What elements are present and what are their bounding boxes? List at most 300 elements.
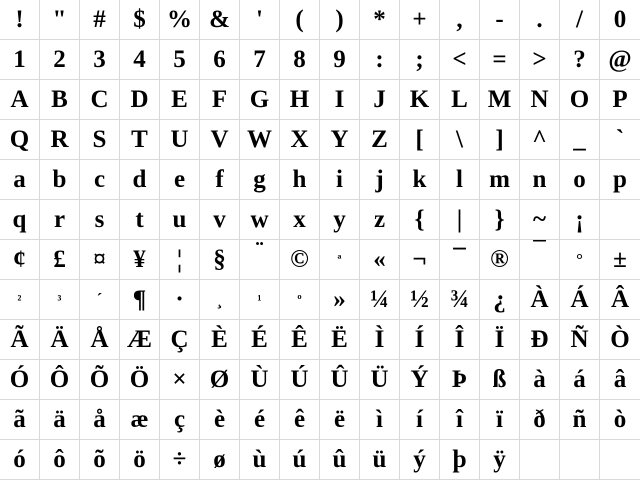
glyph-cell[interactable]: [360, 40, 400, 80]
glyph-cell[interactable]: [400, 360, 440, 400]
glyph-character: 2: [53, 46, 66, 73]
glyph-cell[interactable]: [280, 200, 320, 240]
glyph-cell[interactable]: [440, 200, 480, 240]
glyph-cell[interactable]: [400, 200, 440, 240]
glyph-character: Æ: [127, 326, 152, 353]
glyph-cell[interactable]: [320, 200, 360, 240]
glyph-character: ê: [293, 406, 306, 433]
glyph-cell[interactable]: [40, 280, 80, 320]
glyph-character: d: [132, 166, 147, 193]
glyph-character: å: [93, 406, 106, 433]
glyph-cell[interactable]: [160, 40, 200, 80]
glyph-cell[interactable]: [440, 240, 480, 280]
glyph-character: x: [293, 206, 306, 233]
glyph-character: Q: [9, 126, 30, 153]
glyph-cell[interactable]: [80, 0, 120, 40]
glyph-character: Y: [330, 126, 349, 153]
glyph-character: Ý: [410, 366, 429, 393]
glyph-cell[interactable]: [80, 120, 120, 160]
glyph-cell[interactable]: [600, 360, 640, 400]
glyph-character: X: [290, 126, 309, 153]
glyph-cell[interactable]: [0, 440, 40, 480]
glyph-character: ò: [613, 406, 627, 433]
glyph-cell[interactable]: [560, 320, 600, 360]
glyph-character: K: [409, 86, 430, 113]
glyph-cell[interactable]: [320, 440, 360, 480]
glyph-cell[interactable]: [0, 280, 40, 320]
glyph-character: Î: [454, 326, 465, 353]
glyph-cell[interactable]: [360, 280, 400, 320]
glyph-cell[interactable]: [520, 120, 560, 160]
glyph-cell[interactable]: [200, 40, 240, 80]
glyph-character: Í: [414, 326, 425, 353]
glyph-cell[interactable]: [560, 240, 600, 280]
glyph-cell[interactable]: [200, 400, 240, 440]
glyph-cell[interactable]: [520, 440, 560, 480]
glyph-cell[interactable]: [560, 200, 600, 240]
glyph-cell[interactable]: [360, 160, 400, 200]
glyph-cell[interactable]: [80, 360, 120, 400]
glyph-cell[interactable]: [560, 400, 600, 440]
glyph-cell[interactable]: [600, 160, 640, 200]
glyph-cell[interactable]: [160, 200, 200, 240]
glyph-cell[interactable]: [520, 80, 560, 120]
glyph-character: 9: [333, 46, 346, 73]
glyph-cell[interactable]: [320, 320, 360, 360]
glyph-character: ©: [290, 246, 309, 273]
glyph-cell[interactable]: [400, 80, 440, 120]
glyph-character: ñ: [572, 406, 587, 433]
glyph-character: ¥: [133, 246, 146, 273]
glyph-cell[interactable]: [120, 160, 160, 200]
glyph-character: Å: [90, 326, 109, 353]
glyph-character: ª: [337, 252, 342, 267]
glyph-cell[interactable]: [320, 40, 360, 80]
glyph-cell[interactable]: [360, 200, 400, 240]
glyph-cell[interactable]: [440, 0, 480, 40]
glyph-cell[interactable]: [480, 440, 520, 480]
glyph-cell[interactable]: [560, 0, 600, 40]
glyph-character: V: [210, 126, 229, 153]
glyph-character: ²: [17, 292, 22, 307]
glyph-character: 8: [293, 46, 306, 73]
glyph-character: ø: [213, 446, 226, 473]
glyph-character: y: [333, 206, 346, 233]
glyph-cell[interactable]: [40, 0, 80, 40]
glyph-cell[interactable]: [200, 160, 240, 200]
glyph-cell[interactable]: [120, 120, 160, 160]
glyph-character: B: [51, 86, 68, 113]
glyph-character: ´: [96, 290, 103, 309]
glyph-cell[interactable]: [40, 240, 80, 280]
glyph-character: C: [90, 86, 109, 113]
glyph-character: Ê: [291, 326, 308, 353]
glyph-character: ;: [415, 46, 424, 73]
glyph-cell[interactable]: [40, 40, 80, 80]
glyph-character: @: [608, 46, 632, 73]
glyph-cell[interactable]: [560, 440, 600, 480]
glyph-cell[interactable]: [600, 40, 640, 80]
glyph-character: î: [456, 406, 463, 433]
glyph-character: +: [412, 6, 427, 33]
glyph-cell[interactable]: [0, 120, 40, 160]
glyph-character: j: [375, 166, 384, 193]
glyph-character: $: [133, 6, 146, 33]
glyph-character: ¢: [13, 246, 26, 273]
glyph-character: w: [250, 206, 269, 233]
glyph-character: I: [334, 86, 345, 113]
glyph-cell[interactable]: [400, 40, 440, 80]
glyph-character: i: [336, 166, 343, 193]
glyph-cell[interactable]: [240, 160, 280, 200]
glyph-cell[interactable]: [400, 0, 440, 40]
glyph-cell[interactable]: [600, 240, 640, 280]
glyph-cell[interactable]: [280, 40, 320, 80]
glyph-cell[interactable]: [120, 280, 160, 320]
glyph-cell[interactable]: [520, 200, 560, 240]
glyph-character: ß: [492, 366, 507, 393]
glyph-cell[interactable]: [200, 80, 240, 120]
glyph-cell[interactable]: [360, 400, 400, 440]
glyph-cell[interactable]: [40, 320, 80, 360]
glyph-character: à: [533, 366, 546, 393]
glyph-cell[interactable]: [40, 120, 80, 160]
glyph-cell[interactable]: [360, 440, 400, 480]
glyph-character: 6: [213, 46, 226, 73]
glyph-character: {: [414, 206, 425, 233]
glyph-cell[interactable]: [0, 0, 40, 40]
glyph-cell[interactable]: [560, 160, 600, 200]
glyph-cell[interactable]: [600, 80, 640, 120]
glyph-cell[interactable]: [280, 400, 320, 440]
glyph-character: e: [173, 166, 186, 193]
glyph-cell[interactable]: [80, 160, 120, 200]
glyph-cell[interactable]: [400, 280, 440, 320]
glyph-character: ú: [292, 446, 307, 473]
glyph-character: <: [452, 46, 467, 73]
glyph-cell[interactable]: [200, 200, 240, 240]
glyph-cell[interactable]: [480, 400, 520, 440]
glyph-character: º: [297, 292, 302, 307]
glyph-character: E: [171, 86, 188, 113]
glyph-character: g: [253, 166, 266, 193]
glyph-cell[interactable]: [480, 40, 520, 80]
glyph-cell[interactable]: [360, 120, 400, 160]
glyph-character: Ñ: [570, 326, 589, 353]
glyph-cell[interactable]: [240, 440, 280, 480]
glyph-character: ^: [532, 126, 547, 153]
glyph-character: ï: [496, 406, 503, 433]
glyph-character: Ü: [370, 366, 389, 393]
glyph-cell[interactable]: [200, 120, 240, 160]
glyph-cell[interactable]: [560, 120, 600, 160]
glyph-character: æ: [130, 406, 149, 433]
glyph-character: A: [10, 86, 29, 113]
glyph-cell[interactable]: [400, 160, 440, 200]
glyph-cell[interactable]: [440, 320, 480, 360]
glyph-cell[interactable]: [480, 120, 520, 160]
glyph-cell[interactable]: [160, 80, 200, 120]
glyph-character: r: [53, 206, 66, 233]
glyph-character: ý: [413, 446, 426, 473]
glyph-cell[interactable]: [320, 160, 360, 200]
glyph-cell[interactable]: [240, 200, 280, 240]
glyph-cell[interactable]: [0, 240, 40, 280]
glyph-cell[interactable]: [600, 440, 640, 480]
glyph-cell[interactable]: [120, 240, 160, 280]
glyph-cell[interactable]: [480, 280, 520, 320]
glyph-cell[interactable]: [0, 400, 40, 440]
glyph-character: U: [170, 126, 189, 153]
glyph-cell[interactable]: [120, 400, 160, 440]
glyph-character: ó: [13, 446, 26, 473]
glyph-character: Õ: [89, 366, 110, 393]
glyph-character: ¼: [370, 286, 389, 313]
glyph-character: l: [456, 166, 463, 193]
glyph-character: ¨: [255, 240, 264, 265]
glyph-cell[interactable]: [280, 240, 320, 280]
glyph-character: ¯: [453, 246, 466, 273]
glyph-cell[interactable]: [560, 40, 600, 80]
glyph-character: Ï: [494, 326, 505, 353]
glyph-cell[interactable]: [120, 200, 160, 240]
glyph-cell[interactable]: [480, 0, 520, 40]
glyph-character: ¤: [93, 246, 106, 273]
glyph-cell[interactable]: [160, 160, 200, 200]
glyph-character: Ç: [170, 326, 189, 353]
glyph-cell[interactable]: [280, 80, 320, 120]
glyph-cell[interactable]: [200, 0, 240, 40]
glyph-cell[interactable]: [240, 400, 280, 440]
glyph-cell[interactable]: [160, 0, 200, 40]
glyph-cell[interactable]: [80, 320, 120, 360]
glyph-character: é: [253, 406, 266, 433]
glyph-character: ³: [57, 292, 62, 307]
glyph-cell[interactable]: [160, 440, 200, 480]
glyph-character: :: [375, 46, 384, 73]
glyph-cell[interactable]: [320, 80, 360, 120]
glyph-cell[interactable]: [280, 160, 320, 200]
glyph-character: ë: [333, 406, 346, 433]
glyph-cell[interactable]: [320, 120, 360, 160]
glyph-cell[interactable]: [120, 360, 160, 400]
glyph-cell[interactable]: [480, 360, 520, 400]
glyph-cell[interactable]: [280, 280, 320, 320]
glyph-cell[interactable]: [440, 440, 480, 480]
glyph-cell[interactable]: [400, 400, 440, 440]
glyph-cell[interactable]: [440, 40, 480, 80]
glyph-character: b: [52, 166, 67, 193]
glyph-cell[interactable]: [440, 80, 480, 120]
glyph-cell[interactable]: [120, 0, 160, 40]
glyph-character: Ð: [530, 326, 549, 353]
glyph-character: þ: [452, 446, 467, 473]
glyph-cell[interactable]: [40, 200, 80, 240]
glyph-cell[interactable]: [560, 360, 600, 400]
glyph-cell[interactable]: [360, 80, 400, 120]
glyph-character: °: [576, 250, 583, 269]
glyph-character: H: [289, 86, 310, 113]
glyph-cell[interactable]: [200, 360, 240, 400]
glyph-cell[interactable]: [80, 40, 120, 80]
glyph-cell[interactable]: [320, 0, 360, 40]
glyph-cell[interactable]: [0, 320, 40, 360]
glyph-cell[interactable]: [160, 240, 200, 280]
glyph-cell[interactable]: [600, 0, 640, 40]
glyph-cell[interactable]: [160, 280, 200, 320]
glyph-cell[interactable]: [160, 320, 200, 360]
glyph-character: p: [613, 166, 627, 193]
glyph-cell[interactable]: [240, 280, 280, 320]
glyph-cell[interactable]: [120, 40, 160, 80]
glyph-character: ä: [53, 406, 66, 433]
glyph-character: Ô: [49, 366, 70, 393]
glyph-cell[interactable]: [120, 80, 160, 120]
glyph-cell[interactable]: [400, 240, 440, 280]
glyph-character: «: [373, 246, 386, 273]
glyph-cell[interactable]: [40, 360, 80, 400]
glyph-cell[interactable]: [240, 320, 280, 360]
glyph-cell[interactable]: [200, 280, 240, 320]
glyph-cell[interactable]: [280, 440, 320, 480]
glyph-character: c: [93, 166, 106, 193]
glyph-character: á: [573, 366, 586, 393]
glyph-cell[interactable]: [440, 280, 480, 320]
glyph-character: m: [489, 166, 510, 193]
glyph-cell[interactable]: [280, 360, 320, 400]
glyph-cell[interactable]: [240, 40, 280, 80]
glyph-cell[interactable]: [240, 120, 280, 160]
glyph-character: Ú: [290, 366, 309, 393]
glyph-cell[interactable]: [40, 80, 80, 120]
glyph-cell[interactable]: [480, 160, 520, 200]
glyph-cell[interactable]: [80, 200, 120, 240]
glyph-character: É: [251, 326, 268, 353]
glyph-character: ·: [175, 286, 184, 313]
glyph-character: n: [532, 166, 547, 193]
glyph-cell[interactable]: [560, 280, 600, 320]
glyph-character: !: [15, 6, 24, 33]
glyph-cell[interactable]: [520, 280, 560, 320]
glyph-cell[interactable]: [80, 440, 120, 480]
glyph-cell[interactable]: [520, 0, 560, 40]
glyph-cell[interactable]: [440, 400, 480, 440]
glyph-cell[interactable]: [0, 160, 40, 200]
glyph-cell[interactable]: [400, 440, 440, 480]
glyph-cell[interactable]: [200, 320, 240, 360]
glyph-character: ): [335, 6, 344, 33]
glyph-cell[interactable]: [240, 0, 280, 40]
glyph-character: ö: [133, 446, 146, 473]
glyph-character: ': [256, 6, 263, 33]
glyph-cell[interactable]: [80, 280, 120, 320]
glyph-cell[interactable]: [520, 160, 560, 200]
glyph-cell[interactable]: [280, 320, 320, 360]
glyph-character: [: [415, 126, 424, 153]
glyph-cell[interactable]: [160, 360, 200, 400]
glyph-cell[interactable]: [0, 40, 40, 80]
glyph-cell[interactable]: [440, 360, 480, 400]
glyph-character: s: [94, 206, 105, 233]
glyph-cell[interactable]: [120, 440, 160, 480]
glyph-cell[interactable]: [600, 200, 640, 240]
glyph-cell[interactable]: [440, 160, 480, 200]
glyph-cell[interactable]: [320, 240, 360, 280]
glyph-cell[interactable]: [600, 400, 640, 440]
glyph-cell[interactable]: [80, 240, 120, 280]
glyph-cell[interactable]: [480, 200, 520, 240]
glyph-cell[interactable]: [600, 320, 640, 360]
glyph-cell[interactable]: [400, 120, 440, 160]
glyph-cell[interactable]: [520, 320, 560, 360]
glyph-cell[interactable]: [440, 120, 480, 160]
glyph-cell[interactable]: [240, 80, 280, 120]
glyph-character: ¦: [176, 246, 183, 273]
glyph-cell[interactable]: [320, 400, 360, 440]
glyph-character: £: [53, 246, 66, 273]
glyph-cell[interactable]: [160, 400, 200, 440]
glyph-cell[interactable]: [360, 0, 400, 40]
glyph-cell[interactable]: [40, 400, 80, 440]
glyph-character: â: [613, 366, 627, 393]
glyph-character: ±: [613, 246, 627, 273]
glyph-cell[interactable]: [160, 120, 200, 160]
glyph-character: 4: [133, 46, 146, 73]
glyph-cell[interactable]: [520, 400, 560, 440]
glyph-cell[interactable]: [560, 80, 600, 120]
glyph-character: Á: [570, 286, 589, 313]
glyph-cell[interactable]: [0, 200, 40, 240]
glyph-cell[interactable]: [240, 240, 280, 280]
glyph-cell[interactable]: [200, 440, 240, 480]
glyph-character: Û: [330, 366, 349, 393]
glyph-cell[interactable]: [480, 320, 520, 360]
glyph-cell[interactable]: [400, 320, 440, 360]
glyph-cell[interactable]: [320, 360, 360, 400]
glyph-cell[interactable]: [80, 400, 120, 440]
glyph-character: è: [213, 406, 226, 433]
glyph-cell[interactable]: [480, 80, 520, 120]
glyph-cell[interactable]: [40, 440, 80, 480]
glyph-cell[interactable]: [600, 120, 640, 160]
glyph-cell[interactable]: [520, 360, 560, 400]
glyph-cell[interactable]: [360, 360, 400, 400]
glyph-character: ù: [252, 446, 267, 473]
glyph-character: *: [373, 6, 386, 33]
glyph-cell[interactable]: [280, 120, 320, 160]
glyph-cell[interactable]: [480, 240, 520, 280]
glyph-cell[interactable]: [360, 320, 400, 360]
glyph-cell[interactable]: [200, 240, 240, 280]
glyph-cell[interactable]: [80, 80, 120, 120]
glyph-character: Ò: [610, 326, 630, 353]
glyph-cell[interactable]: [320, 280, 360, 320]
glyph-cell[interactable]: [40, 160, 80, 200]
glyph-character: í: [416, 406, 423, 433]
glyph-cell[interactable]: [240, 360, 280, 400]
glyph-cell[interactable]: [0, 360, 40, 400]
glyph-cell[interactable]: [120, 320, 160, 360]
glyph-cell[interactable]: [600, 280, 640, 320]
glyph-cell[interactable]: [0, 80, 40, 120]
glyph-cell[interactable]: [360, 240, 400, 280]
glyph-character: F: [211, 86, 228, 113]
glyph-cell[interactable]: [280, 0, 320, 40]
glyph-character: À: [530, 286, 549, 313]
glyph-cell[interactable]: [520, 40, 560, 80]
glyph-cell[interactable]: [520, 240, 560, 280]
glyph-character: Â: [610, 286, 630, 313]
